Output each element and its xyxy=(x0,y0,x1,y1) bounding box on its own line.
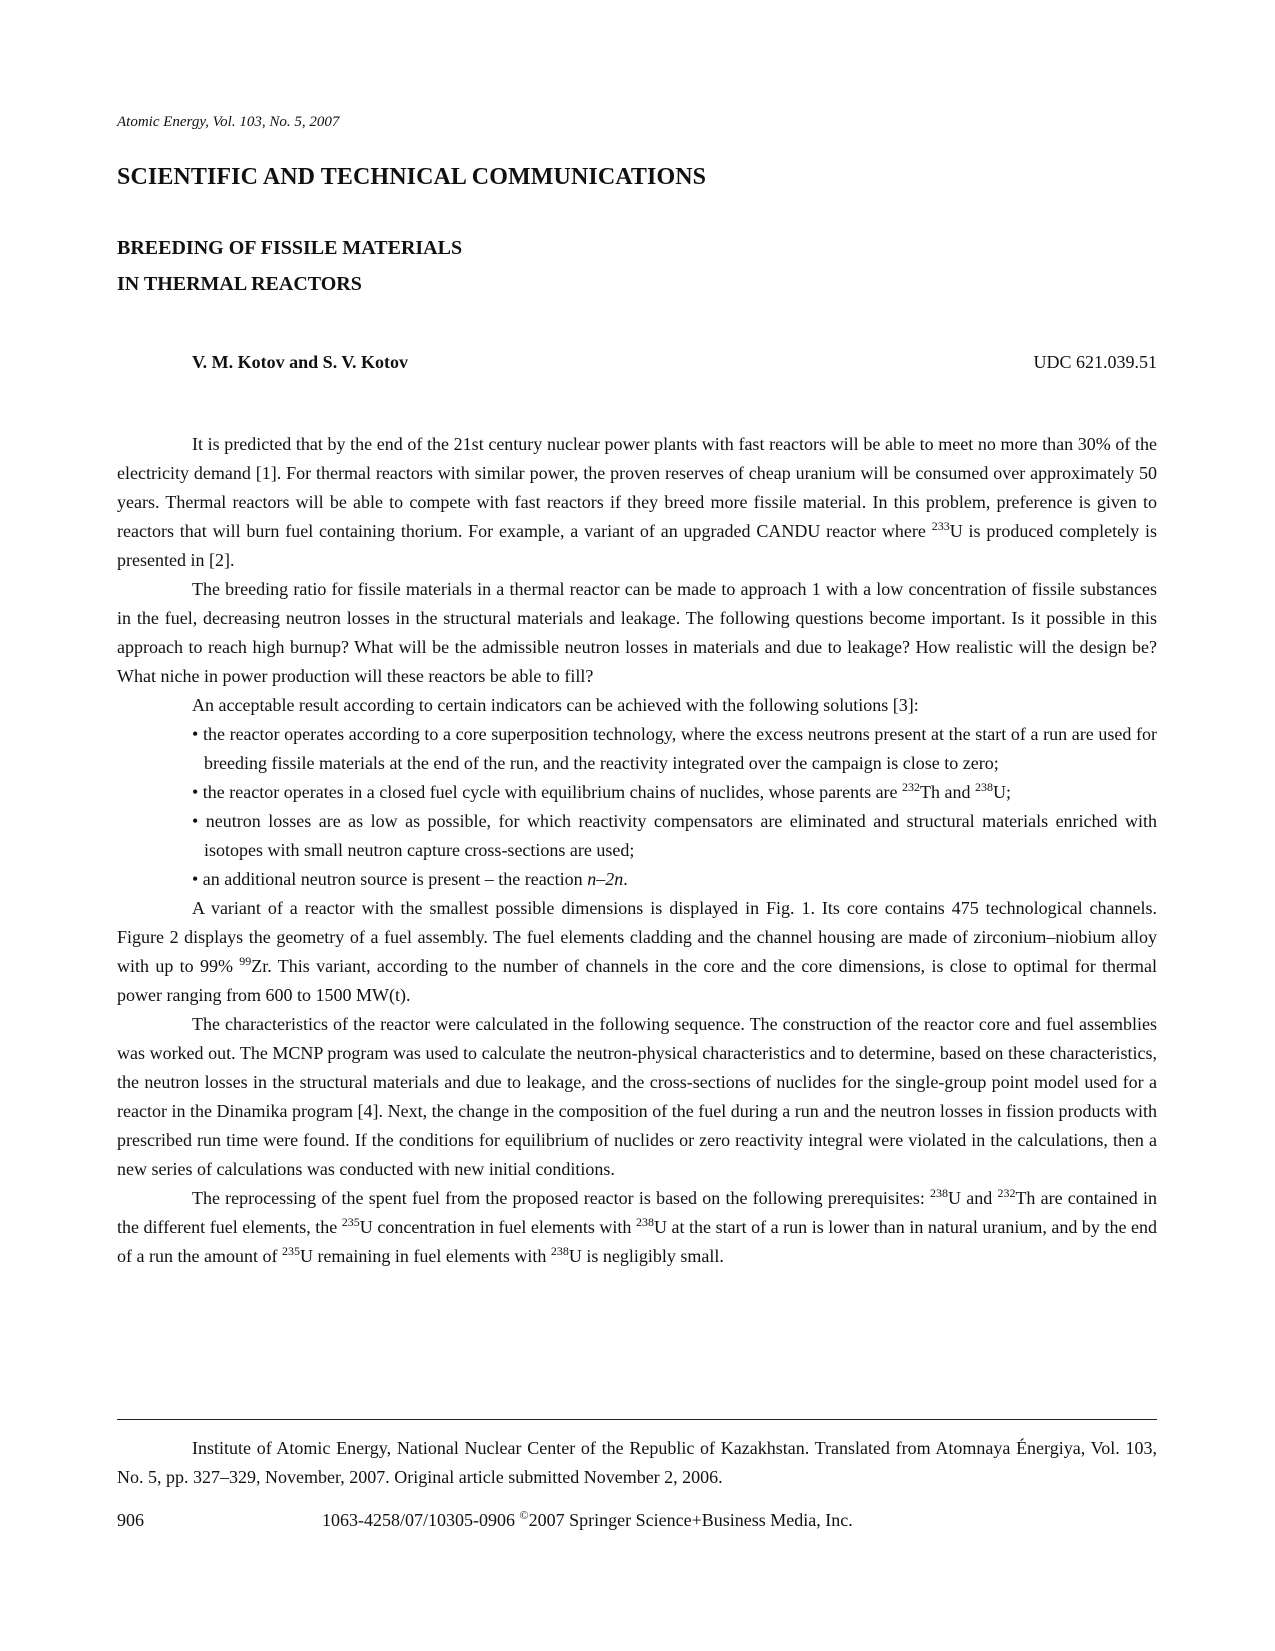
bullet-item-4: • an additional neutron source is present – the reaction n–2n. xyxy=(192,869,628,889)
udc-code: UDC 621.039.51 xyxy=(1033,352,1157,372)
paragraph-6: The reprocessing of the spent fuel from the proposed reactor is based on the following prerequisites: $^{238}$U and $^{232}$Th are contained in the different fuel elements, the $^{235}$U concentration in fuel elements with $^{238}$U at the start of a run is lower than in natural uranium, and by the end of a run the amount of $^{235}$U remaining in fuel elements with $^{238}$U is negligibly small. xyxy=(117,1186,1158,1266)
title-line-2: IN THERMAL REACTORS xyxy=(117,273,362,295)
bullet-item-1: • the reactor operates according to a core superposition technology, where the excess neutrons present at the start of a run are used for breeding fissile materials at the end of the run, and the reactivity integrated over the campaign is close to zero; xyxy=(192,724,1157,773)
footnote-divider xyxy=(117,1419,1157,1420)
article-title xyxy=(117,230,462,302)
copyright-line xyxy=(322,1510,853,1531)
paragraph-2: The breeding ratio for fissile materials in a thermal reactor can be made to approach 1 with a low concentration of fissile substances in the fuel, decreasing neutron losses in the structural materials and leakage. The following questions become important. Is it possible in this approach to reach high burnup? What will be the admissible neutron losses in materials and due to leakage? How realistic will the design be? What niche in power production will these reactors be able to fill? xyxy=(117,579,1157,686)
paragraph-5: The characteristics of the reactor were calculated in the following sequence. The construction of the reactor core and fuel assemblies was worked out. The MCNP program was used to calculate the neutron-physical characteristics and to determine, based on these characteristics, the neutron losses in the structural materials and due to leakage, and the cross-sections of nuclides for the single-group point model used for a reactor in the Dinamika program [4]. Next, the change in the composition of the fuel during a run and the neutron losses in fission products with prescribed run time were found. If the conditions for equilibrium of nuclides or zero reactivity integral were violated in the calculations, then a new series of calculations was conducted with new initial conditions. xyxy=(117,1014,1157,1179)
paragraph-4: A variant of a reactor with the smallest possible dimensions is displayed in Fig. 1. Its core contains 475 technological channels. Figure 2 displays the geometry of a fuel assembly. The fuel elements cladding and the channel housing are made of zirconium–niobium alloy with up to 99% $^{99}$Zr. This variant, according to the number of channels in the core and the core dimensions, is close to optimal for thermal power ranging from 600 to 1500 MW(t). xyxy=(117,898,1158,1005)
affiliation-footnote: Institute of Atomic Energy, National Nuclear Center of the Republic of Kazakhstan. Translated from Atomnaya Énergiya, Vol. 103, No. 5, pp. 327–329, November, 2007. Original article submitted November 2, 2006. xyxy=(117,1438,1157,1487)
issn: 1063-4258/07/10305-0906 xyxy=(322,1510,520,1530)
copyright-symbol: © xyxy=(519,1508,529,1522)
paragraph-1: It is predicted that by the end of the 21st century nuclear power plants with fast reactors will be able to meet no more than 30% of the electricity demand [1]. For thermal reactors with similar power, the proven reserves of cheap uranium will be consumed over approximately 50 years. Thermal reactors will be able to compete with fast reactors if they breed more fissile material. In this problem, preference is given to reactors that will burn fuel containing thorium. For example, a variant of an upgraded CANDU reactor where $^{233}$U is produced completely is presented in [2]. xyxy=(117,434,1157,570)
bullet-item-3: • neutron losses are as low as possible, for which reactivity compensators are eliminated and structural materials enriched with isotopes with small neutron capture cross-sections are used; xyxy=(192,811,1157,860)
page-number: 906 xyxy=(117,1510,144,1530)
authors: V. M. Kotov and S. V. Kotov xyxy=(192,352,409,372)
journal-citation: Atomic Energy, Vol. 103, No. 5, 2007 xyxy=(117,114,340,130)
article-body xyxy=(117,430,1157,1271)
section-heading: SCIENTIFIC AND TECHNICAL COMMUNICATIONS xyxy=(117,164,707,190)
title-line-1: BREEDING OF FISSILE MATERIALS xyxy=(117,237,463,259)
paper-page xyxy=(117,0,1157,1651)
bullet-item-2: • the reactor operates in a closed fuel cycle with equilibrium chains of nuclides, whose parents are $^{232}$Th and $^{238}$U; xyxy=(192,780,1012,802)
paragraph-3: An acceptable result according to certain indicators can be achieved with the following solutions [3]: xyxy=(192,695,919,715)
publisher: 2007 Springer Science+Business Media, Inc. xyxy=(528,1510,853,1530)
